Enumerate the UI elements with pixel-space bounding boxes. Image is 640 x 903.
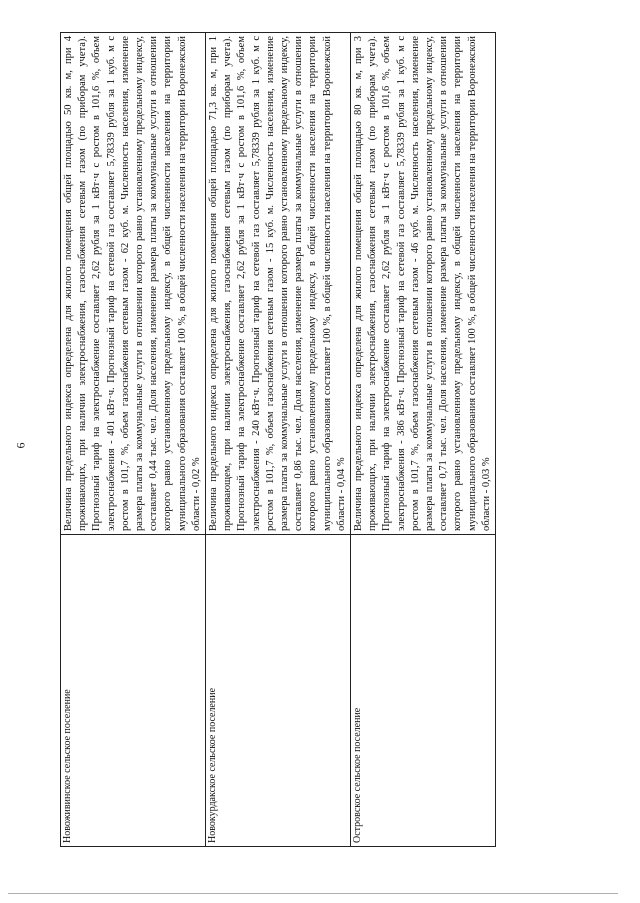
table-row	[351, 33, 496, 847]
table-row	[206, 33, 351, 847]
table-row	[61, 33, 206, 847]
bottom-divider	[8, 893, 618, 894]
settlements-table	[60, 32, 496, 847]
rotated-table-container	[60, 32, 492, 847]
settlement-name-cell: Островское сельское поселение	[351, 535, 496, 847]
index-description-cell: Величина предельного индекса определена для жилого помещения общей площадью 80 кв. м, при 3 проживающих, при наличии электроснабжения, газоснабжения сетевым газом (по приборам учета). Прогнозный тариф на электроснабжение составляет 2,62 рубля за 1 кВт·ч с ростом в 101,6 %, объем электроснабжения - 386 кВт·ч. Прогнозный тариф на сетевой газ составляет 5,78339 рубля за 1 куб. м с ростом в 101,7 %, объем газоснабжения сетевым газом - 46 куб. м. Численность населения, изменение размера платы за коммунальные услуги в отношении которого равно установленному предельному индексу, составляет 0,71 тыс. чел. Доля населения, изменение размера платы за коммунальные услуги в отношении которого равно установленному предельному индексу, в общей численности населения на территории муниципального образования составляет 100 %, в общей численности населения на территории Воронежской области - 0,03 %	[351, 33, 496, 535]
page-number: 6	[13, 442, 28, 449]
settlement-name-cell: Новоживинское сельское поселение	[61, 535, 206, 847]
index-description-cell: Величина предельного индекса определена для жилого помещения общей площадью 71,3 кв. м, при 1 проживающем, при наличии электроснабжения, газоснабжения сетевым газом (по приборам учета). Прогнозный тариф на электроснабжение составляет 2,62 рубля за 1 кВт·ч с ростом в 101,6 %, объем электроснабжения - 240 кВт·ч. Прогнозный тариф на сетевой газ составляет 5,78339 рубля за 1 куб. м с ростом в 101,7 %, объем газоснабжения сетевым газом - 15 куб. м. Численность населения, изменение размера платы за коммунальные услуги в отношении которого равно установленному предельному индексу, составляет 0,86 тыс. чел. Доля населения, изменение размера платы за коммунальные услуги в отношении которого равно установленному предельному индексу, в общей численности населения на территории муниципального образования составляет 100 %, в общей численности населения на территории Воронежской области - 0,04 %	[206, 33, 351, 535]
index-description-cell: Величина предельного индекса определена для жилого помещения общей площадью 50 кв. м, при 4 проживающих, при наличии электроснабжения, газоснабжения сетевым газом (по приборам учета). Прогнозный тариф на электроснабжение составляет 2,62 рубля за 1 кВт·ч с ростом в 101,6 %, объем электроснабжения - 401 кВт·ч. Прогнозный тариф на сетевой газ составляет 5,78339 рубля за 1 куб. м с ростом в 101,7 %, объем газоснабжения сетевым газом - 62 куб. м. Численность населения, изменение размера платы за коммунальные услуги в отношении которого равно установленному предельному индексу, составляет 0,44 тыс. чел. Доля населения, изменение размера платы за коммунальные услуги в отношении которого равно установленному предельному индексу, в общей численности населения на территории муниципального образования составляет 100 %, в общей численности населения на территории Воронежской области - 0,02 %	[61, 33, 206, 535]
settlement-name-cell: Новокурдакское сельское поселение	[206, 535, 351, 847]
